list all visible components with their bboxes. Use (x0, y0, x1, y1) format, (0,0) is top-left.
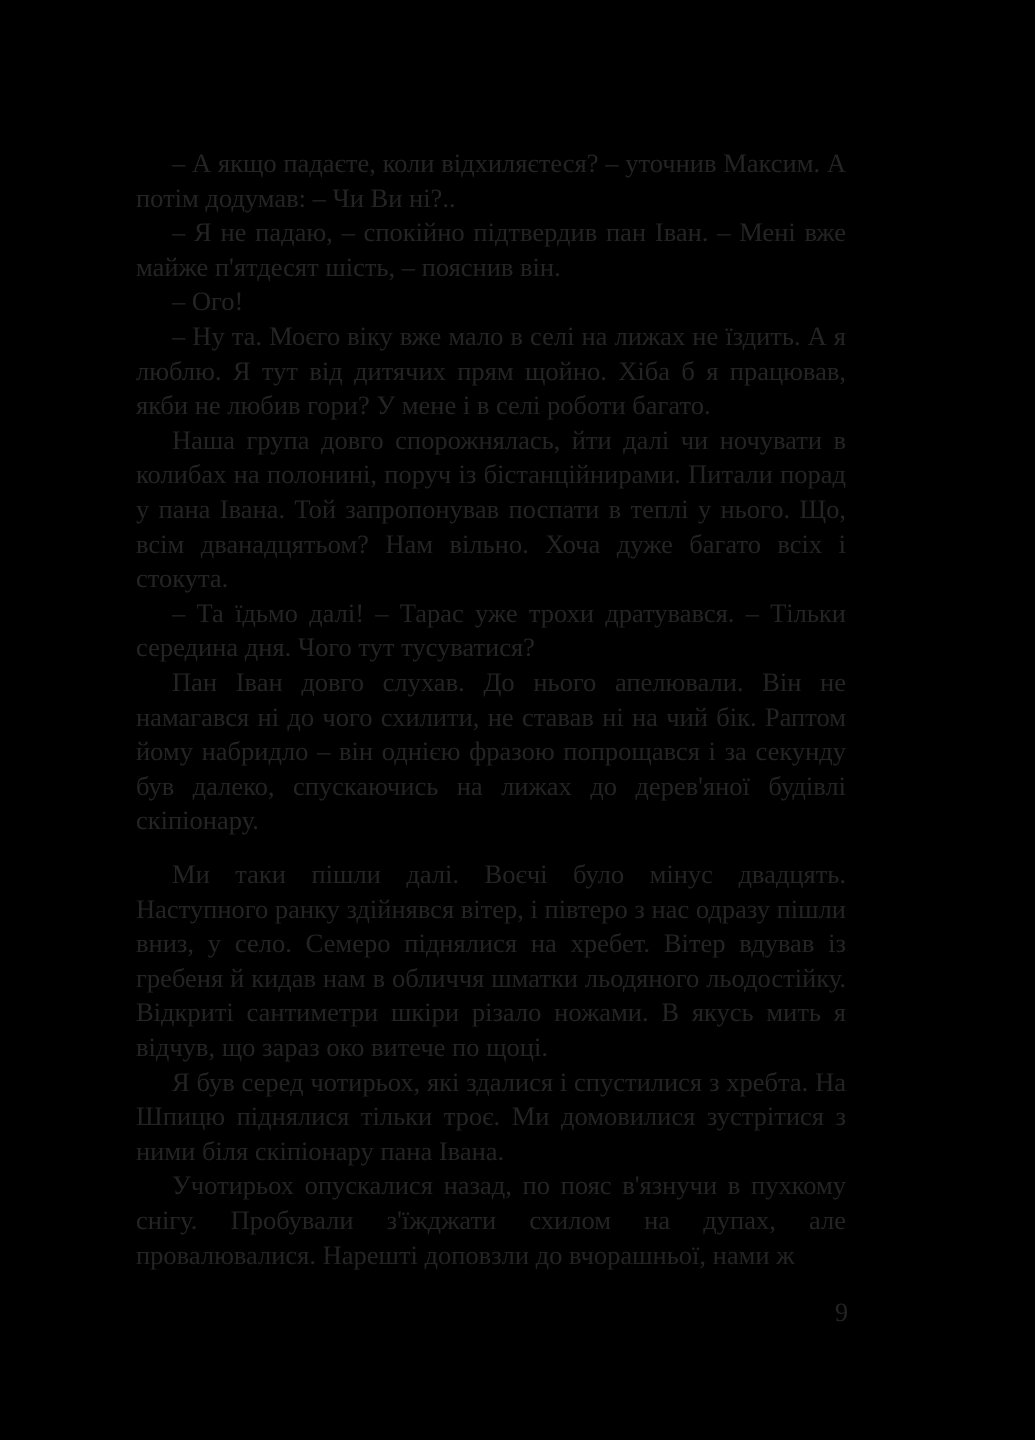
page-number: 9 (835, 1298, 848, 1327)
paragraph: – А якщо падаєте, коли відхиляєтеся? – уточнив Максим. А потім додумав: – Чи Ви ні?.. (136, 148, 846, 213)
paragraph: Пан Іван довго слухав. До нього апелювали. Він не намагався ні до чого схилити, не ставав ні на чий бік. Раптом йому набридло – він однією фразою попрощався і за секунду був далеко, спускаючись на лижах до дерев'яної будівлі скіпіонару. (136, 666, 846, 836)
paragraph: Наша група довго спорожнялась, йти далі чи ночувати в колибах на полонині, поруч із бістанційнирами. Питали порад у пана Івана. Той запропонував поспати в теплі у нього. Що, всім дванадцятьом? Нам вільно. Хоча дуже багато всіх і стокута. (136, 424, 846, 594)
paragraph: Я був серед чотирьох, які здалися і спустилися з хребта. На Шпицю піднялися тільки троє. Ми домовилися зустрітися з ними біля скіпіонару пана Івана. (136, 1066, 846, 1166)
paragraph: – Та їдьмо далі! – Тарас уже трохи дратувався. – Тільки середина дня. Чого тут тусуватися? (136, 597, 846, 663)
paragraph: – Ну та. Моєго віку вже мало в селі на лижах не їздить. А я люблю. Я тут від дитячих прям щойно. Хіба б я працював, якби не любив гори? У мене і в селі роботи багато. (136, 320, 846, 421)
paragraph: Ми таки пішли далі. Воєчі було мінус двадцять. Наступного ранку здійнявся вітер, і півтеро з нас одразу пішли вниз, у село. Семеро піднялися на хребет. Вітер вдував із гребеня й кидав нам в обличчя шматки льодяного льодостійку. Відкриті сантиметри шкіри різало ножами. В якусь мить я відчув, що зараз око витече по щоці. (136, 859, 846, 1062)
section-1-text (136, 146, 846, 838)
paragraph: – Ого! (172, 286, 244, 317)
section-2-text (136, 857, 846, 1272)
paragraph: Учотирьох опускалися назад, по пояс в'язнучи в пухкому снігу. Пробували з'їжджати схилом на дупах, але провалювалися. Нарешті доповзли до вчорашньої, нами ж (136, 1170, 846, 1270)
paragraph: – Я не падаю, – спокійно підтвердив пан Іван. – Мені вже майже п'ятдесят шість, – пояснив він. (136, 217, 846, 282)
